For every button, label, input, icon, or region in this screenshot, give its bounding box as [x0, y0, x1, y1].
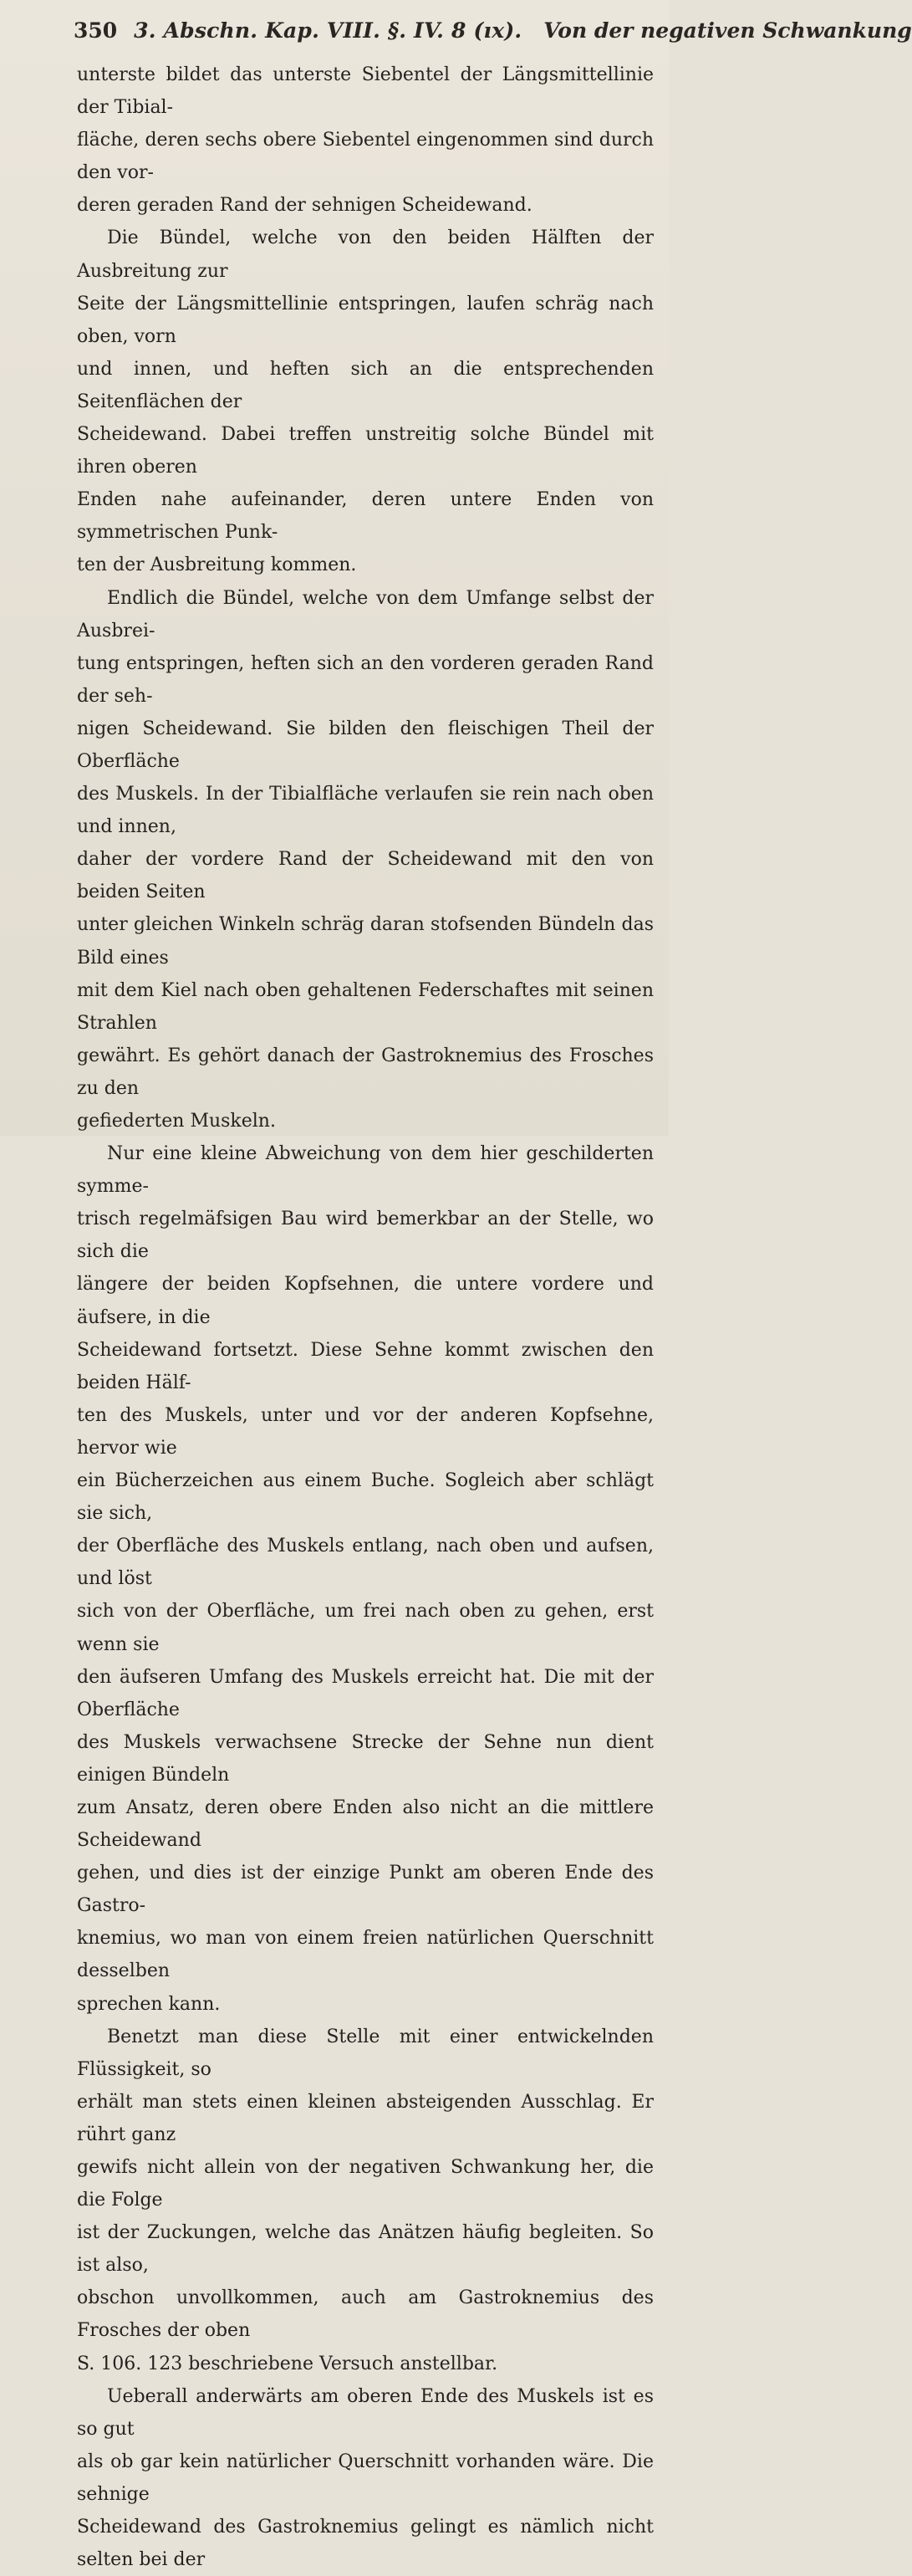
page-number: 350: [74, 18, 118, 43]
paragraph-6: Ueberall anderwärts am oberen Ende des Muskels ist es so gut als ob gar kein natürlicher Querschnitt vorhanden wäre. Die sehnige Scheidewand des Gastroknemius gelingt es nämlich nicht selten bei der: [77, 2385, 654, 2571]
chapter-reference: 3. Abschn. Kap. VIII. §. IV. 8 (ıx).: [134, 18, 522, 43]
paragraph-4: Nur eine kleine Abweichung von dem hier geschilderten symme- trisch regelmäfsigen Bau wird bemerkbar an der Stelle, wo sich die längere der beiden Kopfsehnen, die untere vordere und äufsere, in die Scheidewand fortsetzt. Diese Sehne kommt zwischen den beiden Hälf- ten des Muskels, unter und vor der anderen Kopfsehne, hervor wie ein Bücherzeichen aus einem Buche. Sogleich aber schlägt sie sich, der Oberfläche des Muskels entlang, nach oben und aufsen, und löst sich von der Oberfläche, um frei nach oben zu gehen, erst wenn sie den äufseren Umfang des Muskels erreicht hat. Die mit der Oberfläche des Muskels verwachsene Strecke der Sehne nun dient einigen Bündeln zum Ansatz, deren obere Enden also nicht an die mittlere Scheidewand gehen, und dies ist der einzige Punkt am oberen Ende des Gastro- knemius, wo man von einem freien natürlichen Querschnitt desselben sprechen kann.: [77, 1143, 654, 2015]
paragraph-3: Endlich die Bündel, welche von dem Umfange selbst der Ausbrei- tung entspringen, heften sich an den vorderen geraden Rand der seh- nigen Scheidewand. Sie bilden den fleischigen Theil der Oberfläche des Muskels. In der Tibialfläche verlaufen sie rein nach oben und innen, daher der vordere Rand der Scheidewand mit den von beiden Seiten unter gleichen Winkeln schräg daran stofsenden Bündeln das Bild eines mit dem Kiel nach oben gehaltenen Federschaftes mit seinen Strahlen gewährt. Es gehört danach der Gastroknemius des Frosches zu den gefiederten Muskeln.: [77, 587, 654, 1132]
running-title: Von der negativen Schwankung: [543, 18, 912, 43]
paragraph-5: Benetzt man diese Stelle mit einer entwickelnden Flüssigkeit, so erhält man stets einen kleinen absteigenden Ausschlag. Er rührt ganz gewifs nicht allein von der negativen Schwankung her, die die Folge ist der Zuckungen, welche das Anätzen häufig begleiten. So ist also, obschon unvollkommen, auch am Gastroknemius des Frosches der oben S. 106. 123 beschriebene Versuch anstellbar.: [77, 2026, 654, 2374]
paragraph-2: Die Bündel, welche von den beiden Hälften der Ausbreitung zur Seite der Längsmittellinie entspringen, laufen schräg nach oben, vorn und innen, und heften sich an die entsprechenden Seitenflächen der Scheidewand. Dabei treffen unstreitig solche Bündel mit ihren oberen Enden nahe aufeinander, deren untere Enden von symmetrischen Punk- ten der Ausbreitung kommen.: [77, 227, 654, 576]
body-text: [77, 59, 654, 2576]
running-header: [74, 18, 912, 52]
paragraph-1: unterste bildet das unterste Siebentel der Längsmittellinie der Tibial- fläche, deren sechs obere Siebentel eingenommen sind durch den vor- deren geraden Rand der sehnigen Scheidewand.: [77, 64, 654, 217]
